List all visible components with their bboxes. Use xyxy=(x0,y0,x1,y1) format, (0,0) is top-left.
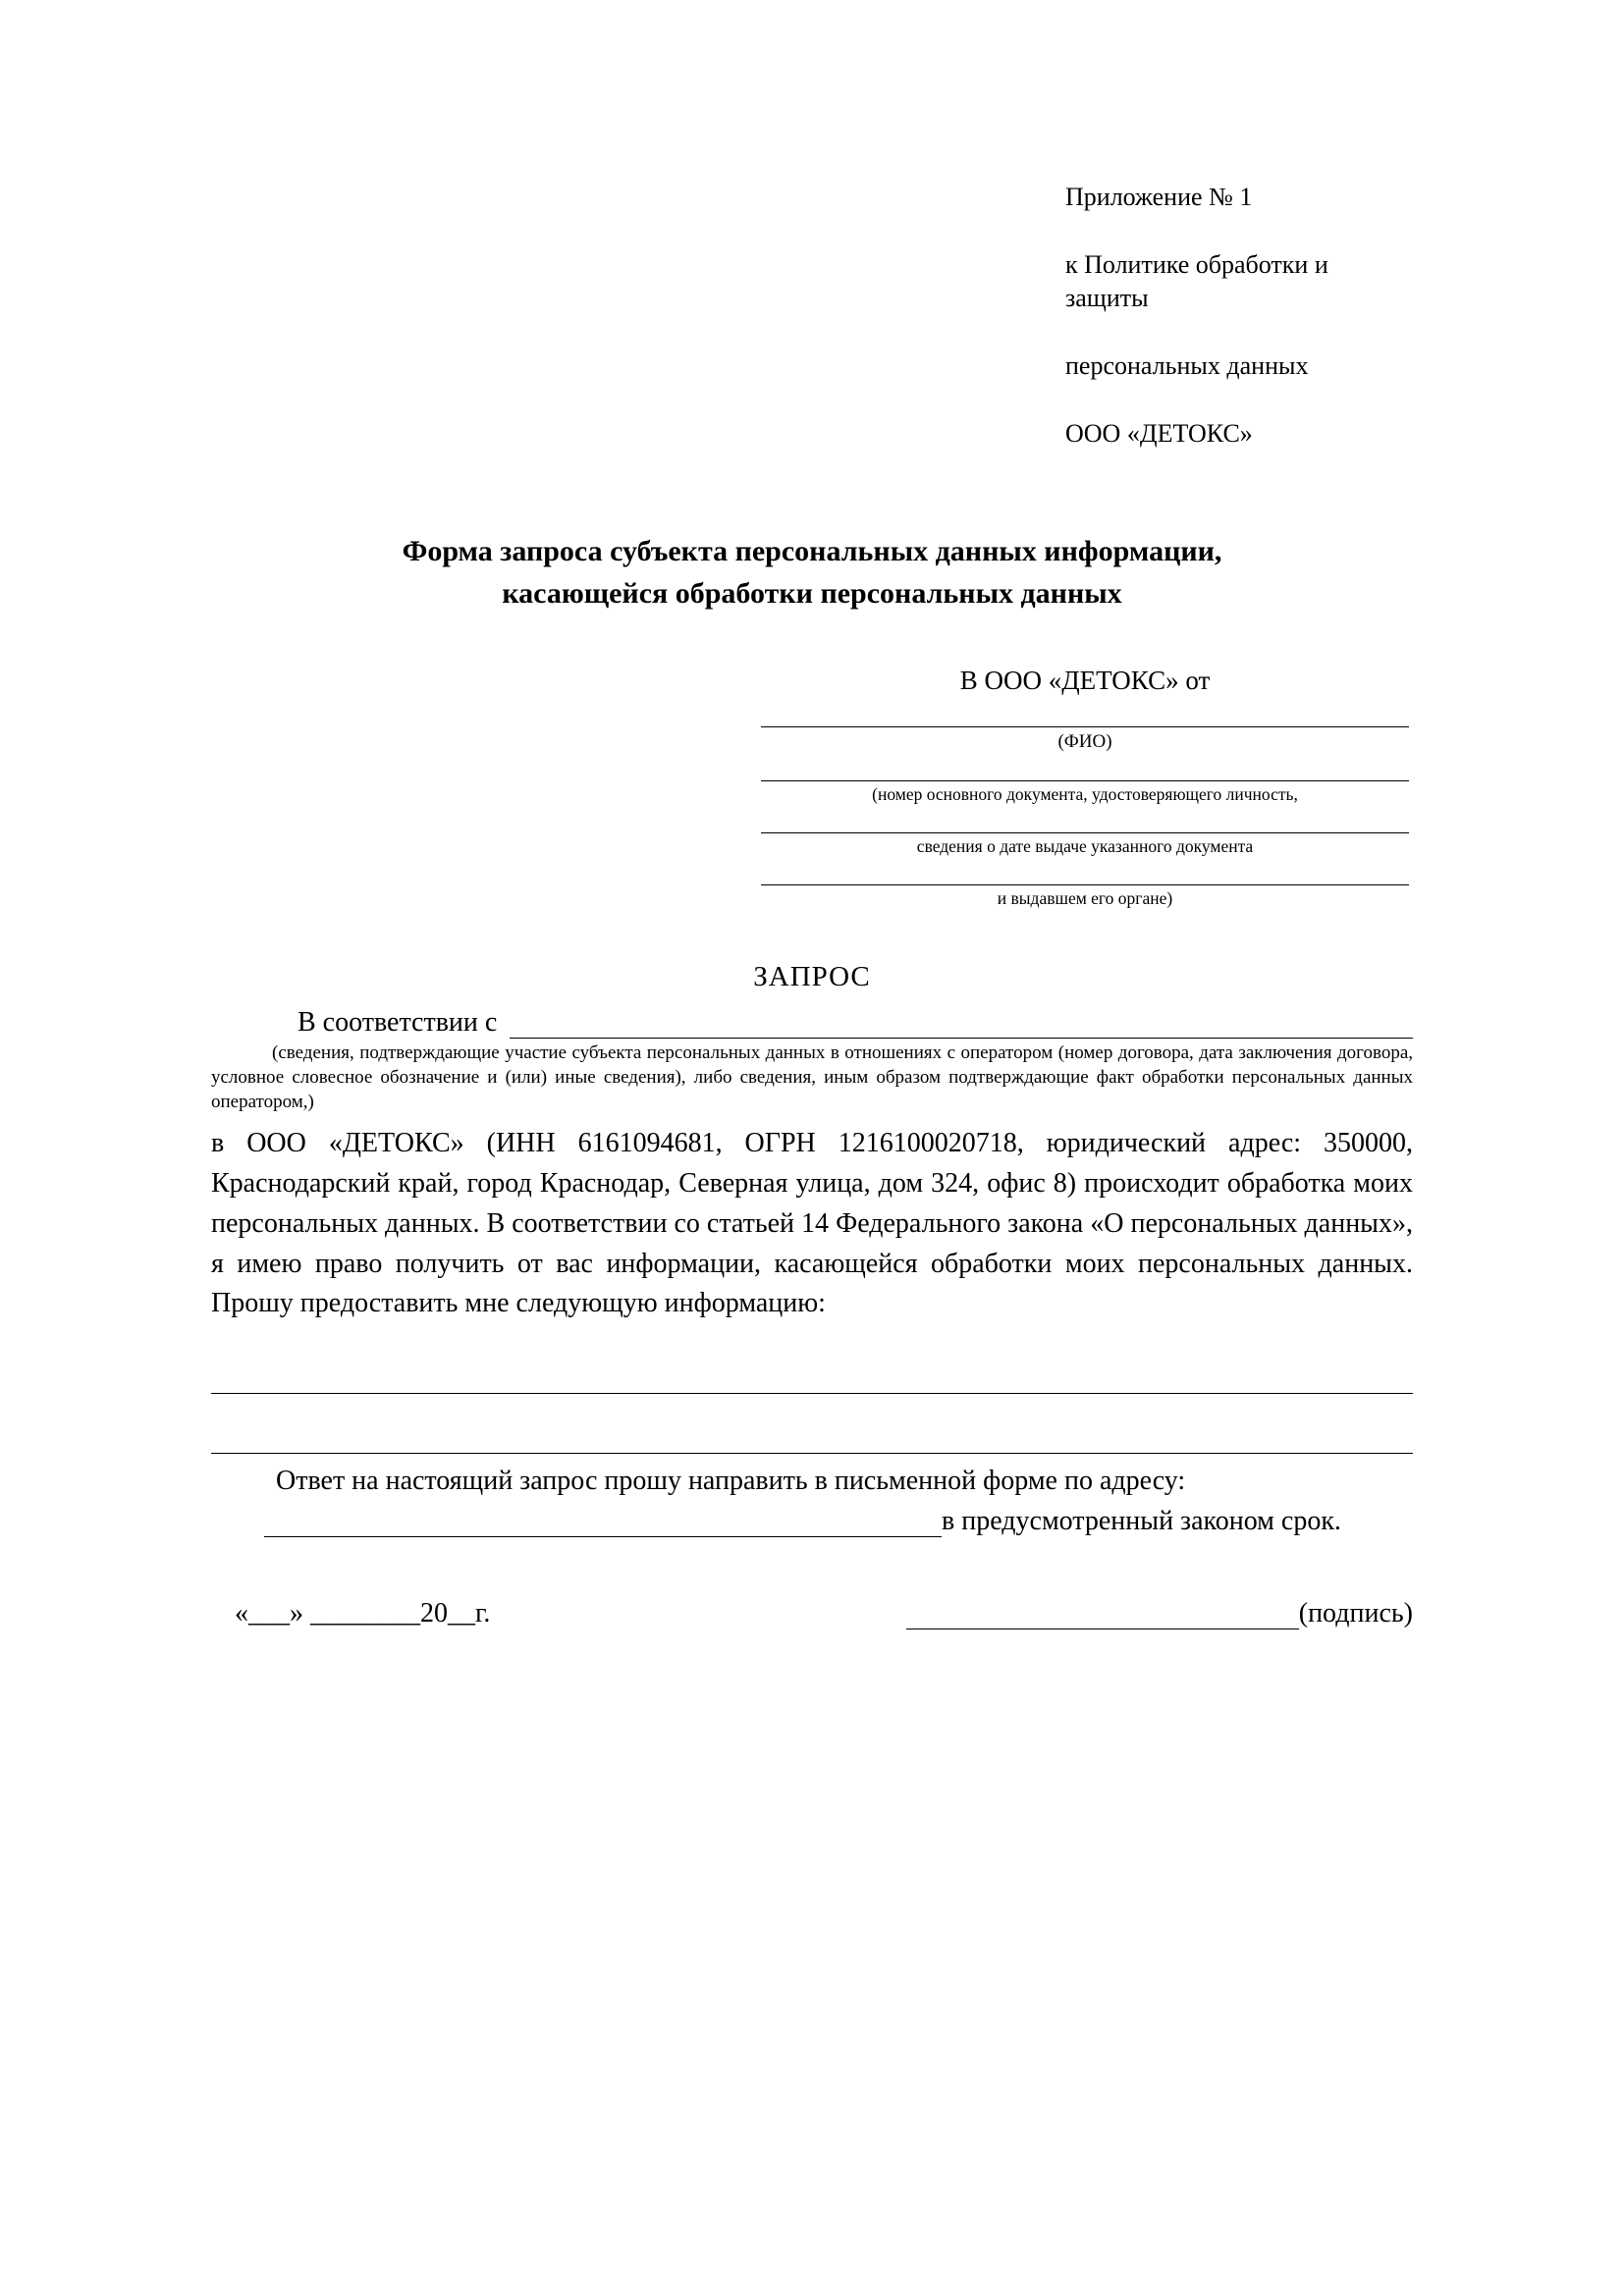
in-accordance-row xyxy=(211,1007,1413,1039)
page-title-line-1: Форма запроса субъекта персональных данных информации, xyxy=(402,535,1222,568)
requested-info-line-2[interactable] xyxy=(211,1417,1413,1454)
page-title xyxy=(211,531,1413,614)
issuing-authority-field-row xyxy=(761,860,1409,910)
document-number-field-row xyxy=(761,756,1409,806)
in-accordance-note-text: (сведения, подтверждающие участие субъекта персональных данных в отношениях с оператором (номер договора, дата заключения договора, условное словесное обозначение и (или) иные сведения), либо сведения, иным образом подтверждающие факт обработки персональных данных оператором,) xyxy=(211,1041,1413,1112)
signature-input-line[interactable] xyxy=(906,1603,1299,1629)
fio-field-row xyxy=(761,702,1409,754)
date-field[interactable]: «___» ________20__г. xyxy=(235,1597,491,1629)
appendix-header-line-3: персональных данных xyxy=(1065,350,1309,380)
document-date-field-row xyxy=(761,808,1409,858)
answer-address-tail: в предусмотренный законом срок. xyxy=(942,1505,1341,1536)
signature-row xyxy=(211,1598,1413,1629)
in-accordance-note xyxy=(211,1041,1413,1114)
in-accordance-label: В соответствии с xyxy=(298,1006,505,1038)
appendix-header-line-2: к Политике обработки и защиты xyxy=(1065,249,1328,313)
issuing-authority-caption: и выдавшем его органе) xyxy=(997,887,1173,908)
request-heading: ЗАПРОС xyxy=(753,960,871,992)
answer-address-row xyxy=(211,1506,1413,1537)
in-accordance-input-line[interactable] xyxy=(510,1014,1413,1039)
page-title-line-2: касающейся обработки персональных данных xyxy=(502,576,1122,610)
request-body-paragraph: в ООО «ДЕТОКС» (ИНН 6161094681, ОГРН 1216100020718, юридический адрес: 350000, Краснодарский край, город Краснодар, Северная улица, дом 324, офис 8) происходит обработка моих персональных данных. В соответствии со статьей 14 Федерального закона «О персональных данных», я имею право получить от вас информации, касающейся обработки моих персональных данных. Прошу предоставить мне следующую информацию: xyxy=(211,1127,1413,1319)
addressee-block xyxy=(761,666,1409,909)
appendix-header-line-1: Приложение № 1 xyxy=(1065,183,1253,212)
document-date-input-line[interactable] xyxy=(761,808,1409,833)
answer-address-text: Ответ на настоящий запрос прошу направить в письменной форме по адресу: xyxy=(276,1466,1186,1497)
fio-caption: (ФИО) xyxy=(1057,731,1112,753)
requested-info-line-1[interactable] xyxy=(211,1358,1413,1394)
answer-address-input-line[interactable] xyxy=(264,1511,942,1537)
document-number-input-line[interactable] xyxy=(761,756,1409,781)
document-date-caption: сведения о дате выдаче указанного документа xyxy=(916,835,1254,856)
fio-input-line[interactable] xyxy=(761,702,1409,727)
signature-label: (подпись) xyxy=(1298,1597,1413,1629)
addressee-heading: В ООО «ДЕТОКС» от xyxy=(959,666,1211,696)
document-number-caption: (номер основного документа, удостоверяющего личность, xyxy=(872,784,1298,805)
appendix-header-line-4: ООО «ДЕТОКС» xyxy=(1065,418,1253,448)
appendix-header xyxy=(1065,147,1413,484)
issuing-authority-input-line[interactable] xyxy=(761,860,1409,885)
